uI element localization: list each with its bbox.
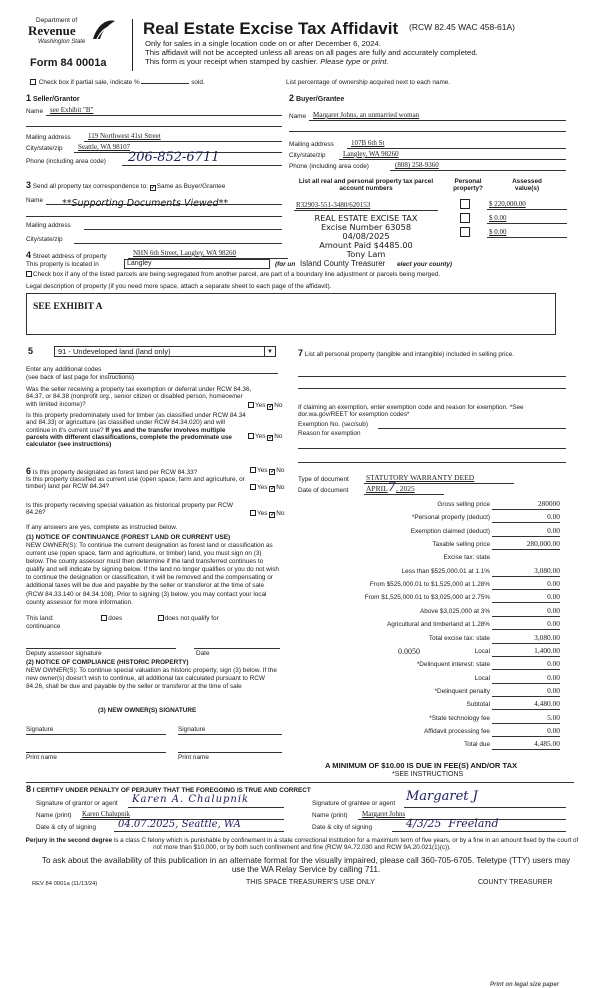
q6-3-no-checkbox[interactable]: ✓ (270, 512, 276, 518)
county-treasurer: COUNTY TREASURER (478, 879, 553, 886)
exemption-note: If claiming an exemption, enter exemption code and reason for exemption. *See dor.wa.gov/REET for exemption codes* (298, 404, 524, 419)
tax-label-exemption: Exemption claimed (deduct) (410, 527, 490, 535)
deputy-date-label: Date (196, 650, 210, 657)
tax-label-tier3: From $1,525,000.01 to $3,025,000 at 2.75% (364, 594, 490, 602)
form-rcw: (RCW 82.45 WAC 458-61A) (409, 22, 515, 32)
header-sub1: Only for sales in a single location code on or after December 6, 2024. (145, 39, 381, 48)
q5-1: Was the seller receiving a property tax exemption or deferral under RCW 84.36, 84.37, or 84.38 (nonprofit org., senior citizen or disabled person, homeowner with limited income)? (26, 386, 252, 408)
cashier-stamp (296, 214, 436, 259)
seller-name-label: Name (26, 108, 44, 115)
grantor-signature[interactable]: Karen A. Chalupnik (132, 794, 250, 805)
header-sub3: This form is your receipt when stamped by cashier. Please type or print. (145, 57, 389, 66)
q6-3-yes-checkbox[interactable] (250, 510, 256, 516)
seller-phone[interactable]: 206-852-6711 (128, 150, 220, 165)
leaf-logo-icon (90, 19, 116, 41)
ownership-note: List percentage of ownership acquired next to each name. (286, 79, 451, 86)
alt-format-notice: To ask about the availability of this publication in an alternate format for the visually impaired, please call 360-705-6705. Teletype (TTY) users may use the WA Relay Service by calling 711. (41, 856, 571, 874)
tax-value-penalty[interactable]: 0.00 (547, 685, 560, 695)
exemption-no-label: Exemption No. (sec/sub) (298, 421, 368, 428)
dept-line3: Washington State (38, 39, 86, 45)
perjury-notice: Perjury in the second degree is a class C felony which is punishable by confinement in a state correctional institution for a maximum term of five years, or by a fine in an amount fixed by the court of not more than $10,000, or by both such confinement and fine (RCW 9A.72.030 and RCW 9A.20.021(1)(c)). (25, 837, 579, 852)
print-legal-note: Print on legal size paper (490, 982, 560, 988)
same-as-buyer-checkbox[interactable]: ✓ (150, 185, 156, 191)
tax-label-total: Total due (464, 741, 490, 749)
q5-2-answer: Yes ✓No (248, 433, 282, 441)
see-instructions: *SEE INSTRUCTIONS (392, 771, 464, 778)
tax-value-personal[interactable]: 0.00 (547, 512, 560, 522)
q6-1: 6 Is this property designated as forest land per RCW 84.33? (26, 466, 198, 476)
tax-label-affidavit_fee: Affidavit processing fee (424, 727, 490, 735)
stamp-line1: REAL ESTATE EXCISE TAX (314, 213, 418, 223)
buyer-name[interactable]: Margaret Johns, an unmarried woman (313, 111, 420, 119)
grantor-name-label: Name (print) (36, 812, 72, 819)
chevron-down-icon[interactable]: ▼ (264, 347, 275, 356)
personal-property-checkbox-2[interactable] (460, 213, 470, 223)
grantor-date-city[interactable]: 04.07.2025, Seattle, WA (118, 819, 241, 830)
tax-label-local2: Local (474, 674, 490, 682)
assessed-col-header: Assessed value(s) (512, 178, 542, 193)
doc-date-label: Date of document (298, 487, 349, 494)
located-label: This property is located in (26, 261, 99, 268)
tax-label-delinq_interest: *Delinquent interest: state (416, 661, 490, 669)
owner-print-label-2: Print name (178, 754, 209, 761)
grantee-sig-label: Signature of grantee or agent (312, 800, 396, 807)
notice1-body: NEW OWNER(S): To continue the current designation as forest land or classification as current use (open space, farm and agriculture, or timber) land, you must sign on (3) below. The county assessor must then determine if the land transferred continues to qualify and will indicate by signing below. If the land no longer qualifies or you do not wish to continue the designation or classification, it will be removed and the compensating or additional taxes will be due and payable by the seller or transferor at the time of sale (RCW 84.33.140 or 84.34.108). Prior to signing (3) below, you may contact your local county assessor for more information. (26, 542, 279, 606)
q6-2: Is this property classified as current use (open space, farm and agriculture, or timber) land per RCW 84.34? (26, 476, 245, 491)
q6-2-answer: Yes ✓No (250, 484, 284, 492)
owner-sig-title: (3) NEW OWNER(S) SIGNATURE (98, 707, 197, 714)
q6-3-answer: Yes ✓No (250, 510, 284, 518)
county-name: Island County Treasurer (300, 259, 386, 268)
form-number: Form 84 0001a (30, 57, 107, 69)
tax-value-tier1[interactable]: 3,080.00 (534, 565, 560, 575)
owner-print-label-1: Print name (26, 754, 57, 761)
q6-2-no-checkbox[interactable]: ✓ (270, 486, 276, 492)
stamp-line5: Tony Lam (346, 249, 386, 259)
seller-city[interactable]: Seattle, WA 98107 (78, 143, 131, 151)
buyer-phone-label: Phone (including area code) (289, 163, 369, 170)
personal-property-checkbox-1[interactable] (460, 199, 470, 209)
legal-label: Legal description of property (if you need more space, attach a separate sheet to each page of the affidavit). (26, 283, 332, 290)
tax-label-taxable: Taxable selling price (432, 541, 490, 549)
grantee-date-city[interactable]: 4/3/25 Freeland (406, 817, 499, 830)
q5-1-yes-checkbox[interactable] (248, 402, 254, 408)
tax-label-tier1: Less than $525,000.01 at 1.1% (401, 567, 490, 575)
q5-1-answer: Yes ✓No (248, 402, 282, 410)
assessed-value-3[interactable]: $ 0.00 (489, 228, 507, 236)
header-divider (132, 19, 133, 71)
tax-value-tech[interactable]: 5.00 (547, 712, 560, 722)
section8-heading: 8 I CERTIFY UNDER PENALTY OF PERJURY THAT THE FOREGOING IS TRUE AND CORRECT (26, 784, 311, 794)
tax-value-local2[interactable]: 0.00 (547, 672, 560, 682)
q5-2-no-checkbox[interactable]: ✓ (268, 435, 274, 441)
doc-type[interactable]: STATUTORY WARRANTY DEED (366, 473, 475, 482)
buyer-name-label: Name (289, 113, 307, 120)
this-land-row: This land: does does not qualify for (26, 615, 219, 622)
tax-value-local[interactable]: 1,400.00 (534, 645, 560, 655)
answers-note: If any answers are yes, complete as instructed below. (26, 524, 178, 531)
owner-sig-label-2: Signature (178, 726, 206, 733)
tax-value-delinq_interest[interactable]: 0.00 (547, 659, 560, 669)
dept-line2: Revenue (28, 23, 76, 38)
parcel-number[interactable]: R32903-551-3480/620153 (296, 201, 371, 209)
grantee-date-city-label: Date & city of signing (312, 824, 373, 831)
buyer-mailing[interactable]: 107B 6th St (351, 139, 385, 147)
assessed-value-1[interactable]: $ 220,000.00 (489, 200, 526, 208)
tax-label-personal: *Personal property (deduct) (411, 514, 490, 522)
seller-phone-label: Phone (including area code) (26, 158, 106, 165)
tax-label-subtotal: Subtotal (466, 701, 490, 709)
buyer-mailing-label: Mailing address (289, 141, 334, 148)
treasurer-use: THIS SPACE TREASURER'S USE ONLY (246, 879, 375, 886)
tax-value-total[interactable]: 4,485.00 (534, 739, 560, 749)
owner-sig-label-1: Signature (26, 726, 54, 733)
seller-city-label: City/state/zip (26, 145, 63, 152)
buyer-city[interactable]: Langley, WA 98260 (343, 150, 399, 158)
grantor-name[interactable]: Karen Chalupnik (82, 810, 131, 818)
tax-value-tier4[interactable]: 0.00 (547, 605, 560, 615)
form-revision: REV 84 0001a (11/13/24) (32, 881, 98, 887)
located-select[interactable]: Langley (124, 259, 270, 269)
section3-heading: 3 Send all property tax correspondence to: ✓Same as Buyer/Grantee (26, 180, 226, 191)
seller-mailing[interactable]: 119 Northwest 41st Street (88, 132, 161, 140)
segregated-checkbox[interactable] (26, 271, 32, 277)
legal-description: SEE EXHIBIT A (33, 302, 103, 312)
deputy-label: Deputy assessor signature (26, 650, 102, 657)
stamp-line4: Amount Paid $4485.00 (319, 240, 413, 250)
q6-1-answer: Yes ✓No (250, 467, 284, 475)
tax-label-tier2: From $525,000.01 to $1,525,000 at 1.28% (369, 581, 490, 589)
section5-num: 5 (28, 346, 34, 356)
q6-2-yes-checkbox[interactable] (250, 484, 256, 490)
tax-value-ag[interactable]: 0.00 (547, 619, 560, 629)
grantee-name[interactable]: Margaret Johns (362, 810, 406, 818)
dept-line1: Department of (36, 17, 78, 24)
local-rate[interactable]: 0.0050 (398, 646, 420, 656)
minimum-due: A MINIMUM OF $10.00 IS DUE IN FEE(S) AND/OR TAX (325, 761, 518, 770)
buyer-city-label: City/state/zip (289, 152, 326, 159)
seller-name[interactable]: see Exhibit "B" (50, 106, 94, 114)
personal-property-checkbox-3[interactable] (460, 227, 470, 237)
tax-value-tier3[interactable]: 0.00 (547, 592, 560, 602)
q6-1-yes-checkbox[interactable] (250, 467, 256, 473)
buyer-phone[interactable]: (808) 258-9360 (395, 161, 439, 169)
tax-value-tier2[interactable]: 0.00 (547, 579, 560, 589)
tax-value-gross[interactable]: 280000 (537, 499, 560, 508)
stamp-line3: 04/08/2025 (342, 231, 390, 241)
tax-label-tech: *State technology fee (429, 714, 490, 722)
see-back-note: (see back of last page for instructions) (26, 374, 134, 381)
partial-sale-row: Check box if partial sale, indicate % sold. (30, 79, 205, 86)
tax-label-local: Local (474, 647, 490, 655)
header-sub2: This affidavit will not be accepted unless all areas on all pages are fully and accurately completed. (145, 48, 478, 57)
notice1-title: (1) NOTICE OF CONTINUANCE (FOREST LAND OR CURRENT USE) (26, 534, 231, 541)
doc-type-label: Type of document (298, 476, 349, 483)
dor-logo (26, 17, 126, 57)
tax-label-tier4: Above $3,025,000 at 3% (420, 607, 490, 615)
section4-heading: 4 Street address of property (26, 250, 107, 260)
q5-2-yes-checkbox[interactable] (248, 433, 254, 439)
grantee-name-label: Name (print) (312, 812, 348, 819)
supporting-documents-stamp: **Supporting Documents Viewed** (62, 198, 229, 209)
does-not-checkbox[interactable] (158, 615, 164, 621)
partial-sale-checkbox[interactable] (30, 79, 36, 85)
tax-value-exemption[interactable]: 0.00 (547, 525, 560, 535)
doc-date[interactable]: APRIL7, 2025 (366, 480, 415, 495)
form-title: Real Estate Excise Tax Affidavit (143, 19, 399, 38)
tax-value-subtotal[interactable]: 4,480.00 (534, 699, 560, 709)
tax-label-penalty: *Delinquent penalty (434, 687, 490, 695)
parcel-col-header: List all real and personal property tax parcel account numbers (298, 178, 434, 193)
does-checkbox[interactable] (101, 615, 107, 621)
seller-heading: 1 Seller/Grantor (26, 93, 80, 103)
notice2-title: (2) NOTICE OF COMPLIANCE (HISTORIC PROPERTY) (26, 659, 189, 666)
q5-1-no-checkbox[interactable]: ✓ (268, 404, 274, 410)
tax-value-taxable[interactable]: 280,000.00 (526, 539, 560, 549)
section3-city-label: City/state/zip (26, 236, 63, 243)
notice2-body: NEW OWNER(S): To continue special valuation as historic property, sign (3) below. If the new owner(s) doesn't wish to continue, all additional tax calculated pursuant to RCW 84.26, shall be due and payable by the seller or transferor at the time of sale (26, 667, 277, 691)
select-county: elect your county) (397, 261, 453, 268)
grantor-sig-label: Signature of grantor or agent (36, 800, 118, 807)
grantee-signature[interactable]: Margaret J (406, 789, 478, 804)
land-use-select[interactable]: 91 - Undeveloped land (land only) ▼ (54, 346, 276, 357)
section3-mailing-label: Mailing address (26, 222, 71, 229)
segregated-row: Check box if any of the listed parcels are being segregated from another parcel, are part of a boundary line adjustment or parcels being merged. (26, 271, 440, 278)
property-address[interactable]: NHN 6th Street, Langley, WA 98260 (133, 249, 237, 257)
for-uninc: (for un (275, 261, 296, 268)
section3-name-label: Name (26, 197, 44, 204)
additional-codes-label: Enter any additional codes (26, 366, 102, 373)
buyer-heading: 2 Buyer/Grantee (289, 93, 345, 103)
continuance-label: continuance (26, 623, 61, 630)
tax-label-ag: Agricultural and timberland at 1.28% (386, 621, 490, 629)
seller-mailing-label: Mailing address (26, 134, 71, 141)
tax-value-affidavit_fee[interactable]: 0.00 (547, 725, 560, 735)
tax-label-state: Excise tax: state (443, 554, 490, 562)
q5-2: Is this property predominately used for timber (as classified under RCW 84.34 and 84.33) or agriculture (as classified under RCW 84.34.020) and will continue in it's current use? If yes and the transfer involves multiple parcels with different classifications, complete the predominate use calculator (see instructions) (26, 412, 246, 449)
reason-label: Reason for exemption (298, 430, 361, 437)
grantor-date-city-label: Date & city of signing (36, 824, 97, 831)
q6-1-no-checkbox[interactable]: ✓ (270, 469, 276, 475)
assessed-value-2[interactable]: $ 0.00 (489, 214, 507, 222)
tax-label-total_state: Total excise tax: state (428, 634, 490, 642)
legal-description-box[interactable] (26, 293, 556, 335)
personal-col-header: Personal property? (453, 178, 483, 193)
q6-3: Is this property receiving special valuation as historical property per RCW 84.26? (26, 502, 234, 517)
tax-value-total_state[interactable]: 3,080.00 (534, 632, 560, 642)
tax-label-gross: Gross selling price (437, 501, 490, 508)
section7-heading: 7 List all personal property (tangible and intangible) included in selling price. (298, 348, 515, 358)
stamp-line2: Excise Number 63058 (320, 222, 412, 232)
